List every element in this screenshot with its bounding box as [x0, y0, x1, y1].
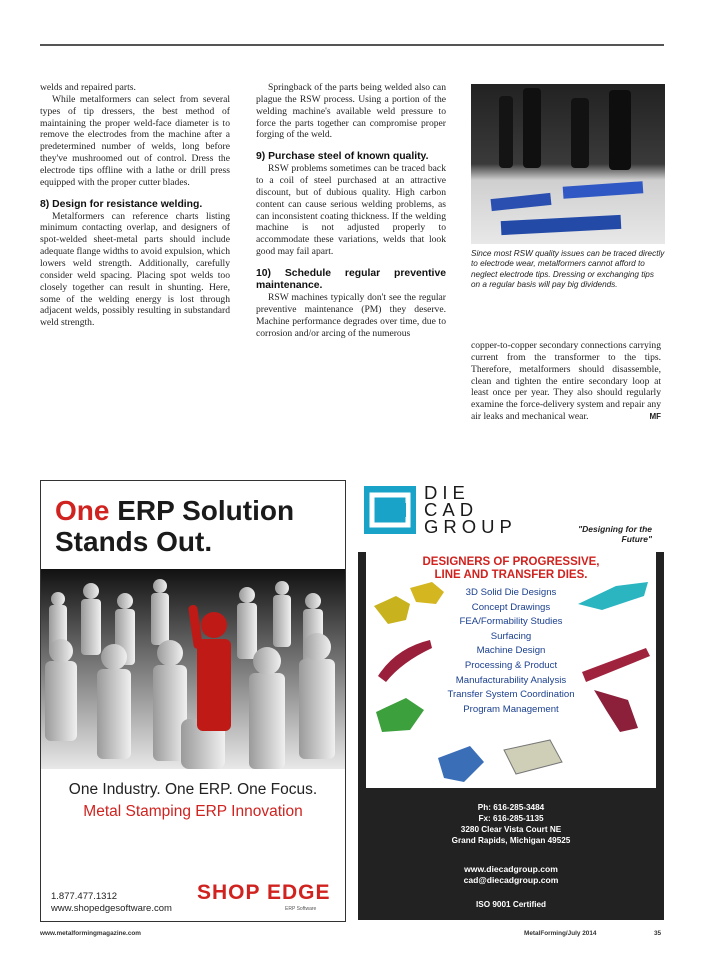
service-item: FEA/Formability Studies — [459, 616, 563, 628]
wordmark-line-3: GROUP — [424, 516, 517, 537]
ad-website[interactable]: www.shopedgesoftware.com — [51, 903, 172, 914]
wordmark-line-1: DIE — [424, 482, 470, 503]
paragraph: While metalformers can select from several types of tip dressers, the best method of maintaining the proper weld-face diameter is to remove the electrodes from the machine after a predetermined number of welds, long before they've mushroomed out of control. Dress the electrode tips offline with a lathe or drill press equipped with the proper cutter blades. — [40, 93, 230, 188]
ad-website[interactable]: www.diecadgroup.com — [464, 864, 558, 874]
shop-edge-logo: SHOP EDGE — [197, 881, 331, 904]
section-heading-9: 9) Purchase steel of known quality. — [256, 151, 429, 163]
ad-phone: 1.877.477.1312 — [51, 891, 118, 902]
paragraph: Metalformers can reference charts listing minimum contacting overlap, and designers of spot-welded sheet-metal parts should include adequate flange widths to avoid expulsion, which lowers weld strength. Additionally, carefully consider weld spacing. Placing spot welds too closely together can result in shunting. Here, some of the welding energy is lost through adjacent welds, possibly resulting in substandard weld strength. — [40, 210, 230, 329]
ad-certification: ISO 9001 Certified — [475, 900, 547, 909]
headline-line-2: Stands Out. — [55, 526, 213, 557]
crowd-figures-illustration — [41, 569, 345, 769]
footer-issue: MetalForming/July 2014 — [524, 930, 597, 937]
article-column-2 — [256, 82, 446, 339]
ad-fax: Fx: 616-285-1135 — [478, 814, 544, 823]
electrode-tips-illustration — [471, 84, 665, 244]
article-column-3 — [471, 340, 661, 423]
ad-address-1: 3280 Clear Vista Court NE — [460, 825, 562, 834]
paragraph: RSW problems sometimes can be traced back to a coil of steel purchased at an attractive discount, but of dubious quality. High carbon content can cause serious welding problems, as can inconsistent coating thickness. If the welding machine is not adjusted properly to accommodate these variations, welds that look good may fail apart. — [256, 163, 446, 258]
die-cad-wordmark — [424, 484, 517, 535]
service-item: Machine Design — [476, 645, 546, 657]
paragraph-text: copper-to-copper secondary connections carrying current from the transformer to the tips. Therefore, metalformers should disassemble, clean and tighten the entire secondary loop at least once per year. They also should regularly examine the force-delivery system and repair any air leaks and mechanical wear. — [471, 340, 661, 423]
services-panel — [366, 552, 656, 788]
ad-tagline: One Industry. One ERP. One Focus. — [68, 781, 318, 798]
crowd-image — [41, 569, 345, 769]
wordmark-line-2: CAD — [424, 499, 479, 520]
heading-line-1: DESIGNERS OF PROGRESSIVE, — [422, 556, 600, 568]
paragraph: Springback of the parts being welded also can plague the RSW process. Using a portion of the welding machine's available weld pressure to force the parts together can compromise proper forging of the weld. — [256, 82, 446, 141]
heading-line-2: LINE AND TRANSFER DIES. — [434, 569, 588, 581]
paragraph: welds and repaired parts. — [40, 82, 136, 93]
page-number: 35 — [654, 930, 662, 937]
shop-edge-ad[interactable] — [40, 480, 346, 922]
ad-phone: Ph: 616-285-3484 — [477, 803, 545, 812]
service-item: Surfacing — [490, 630, 532, 642]
ad-headline — [55, 495, 294, 557]
ad-slogan: "Designing for the Future" — [578, 524, 652, 544]
ad-contact — [51, 891, 172, 915]
ad-contact-block — [358, 802, 664, 846]
footer-website[interactable]: www.metalformingmagazine.com — [40, 930, 141, 937]
logo-symbol-icon — [364, 486, 416, 534]
ad-web-block — [358, 864, 664, 886]
headline-text: ERP Solution — [109, 495, 295, 526]
article-end-mark: MF — [649, 412, 661, 422]
service-item: Processing & Product — [464, 659, 558, 671]
die-cad-group-ad[interactable] — [358, 480, 664, 920]
section-heading-10: 10) Schedule regular preventive maintenance. — [256, 267, 446, 291]
die-cad-logo-mark — [364, 486, 416, 534]
ad-address-2: Grand Rapids, Michigan 49525 — [451, 836, 571, 845]
section-heading-8: 8) Design for resistance welding. — [40, 198, 203, 210]
service-item: Concept Drawings — [471, 601, 551, 613]
electrode-tips-photo — [471, 84, 665, 244]
ad-email[interactable]: cad@diecadgroup.com — [463, 875, 559, 885]
service-item: Manufacturability Analysis — [455, 674, 567, 686]
service-item: Program Management — [463, 703, 559, 715]
service-item: Transfer System Coordination — [447, 689, 575, 701]
die-parts-illustration — [366, 552, 656, 788]
photo-caption: Since most RSW quality issues can be traced directly to electrode wear, metalformers cannot afford to neglect electrode tips. Dressing or exchanging tips on a regular basis will pay big dividends. — [471, 249, 665, 290]
shop-edge-logo-sub: ERP Software — [285, 906, 317, 912]
ad-tagline-2: Metal Stamping ERP Innovation — [83, 803, 303, 820]
article-column-1 — [40, 82, 230, 329]
headline-accent: One — [55, 495, 110, 526]
service-item: 3D Solid Die Designs — [465, 587, 557, 598]
paragraph — [471, 340, 661, 423]
top-rule — [40, 44, 664, 46]
paragraph: RSW machines typically don't see the regular preventive maintenance (PM) they deserve. Machine performance degrades over time, due to corrosion and/or arcing of the numerous — [256, 291, 446, 339]
